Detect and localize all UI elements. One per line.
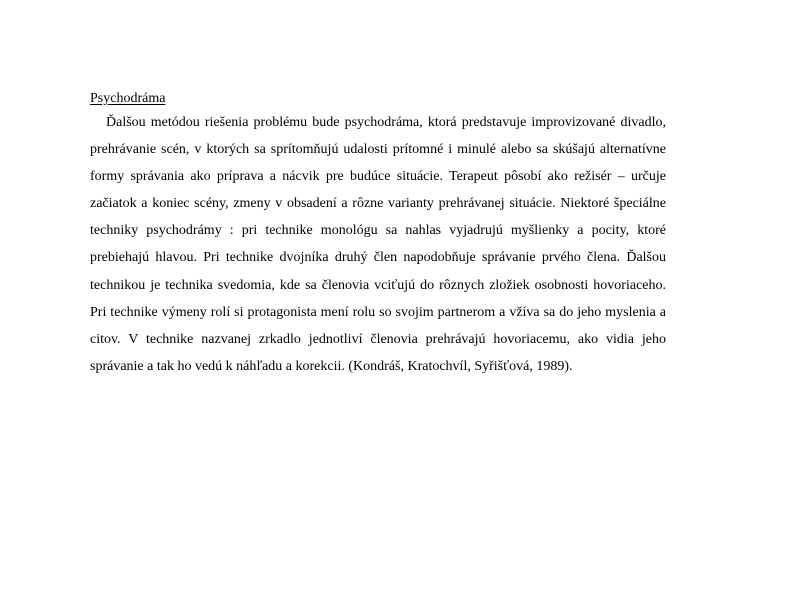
document-body: [90, 88, 666, 380]
body-paragraph: Ďalšou metódou riešenia problému bude psychodráma, ktorá predstavuje improvizované divadlo, prehrávanie scén, v ktorých sa sprítomňujú udalosti prítomné i minulé alebo sa skúšajú alternatívne formy správania ako príprava a nácvik pre budúce situácie. Terapeut pôsobí ako režisér – určuje začiatok a koniec scény, zmeny v obsadení a rôzne varianty prehrávanej situácie. Niektoré špeciálne techniky psychodrámy : pri technike monológu sa nahlas vyjadrujú myšlienky a pocity, ktoré prebiehajú hlavou. Pri technike dvojníka druhý člen napodobňuje správanie prvého člena. Ďalšou technikou je technika svedomia, kde sa členovia vciťujú do rôznych zložiek osobnosti hovoriaceho. Pri technike výmeny rolí si protagonista mení rolu so svojim partnerom a vžíva sa do jeho myslenia a citov. V technike nazvanej zrkadlo jednotliví členovia prehrávajú hovoriacemu, ako vidia jeho správanie a tak ho vedú k náhľadu a korekcii. (Kondráš, Kratochvíl, Syřišťová, 1989).: [90, 115, 666, 374]
section-heading: Psychodráma: [90, 91, 166, 106]
